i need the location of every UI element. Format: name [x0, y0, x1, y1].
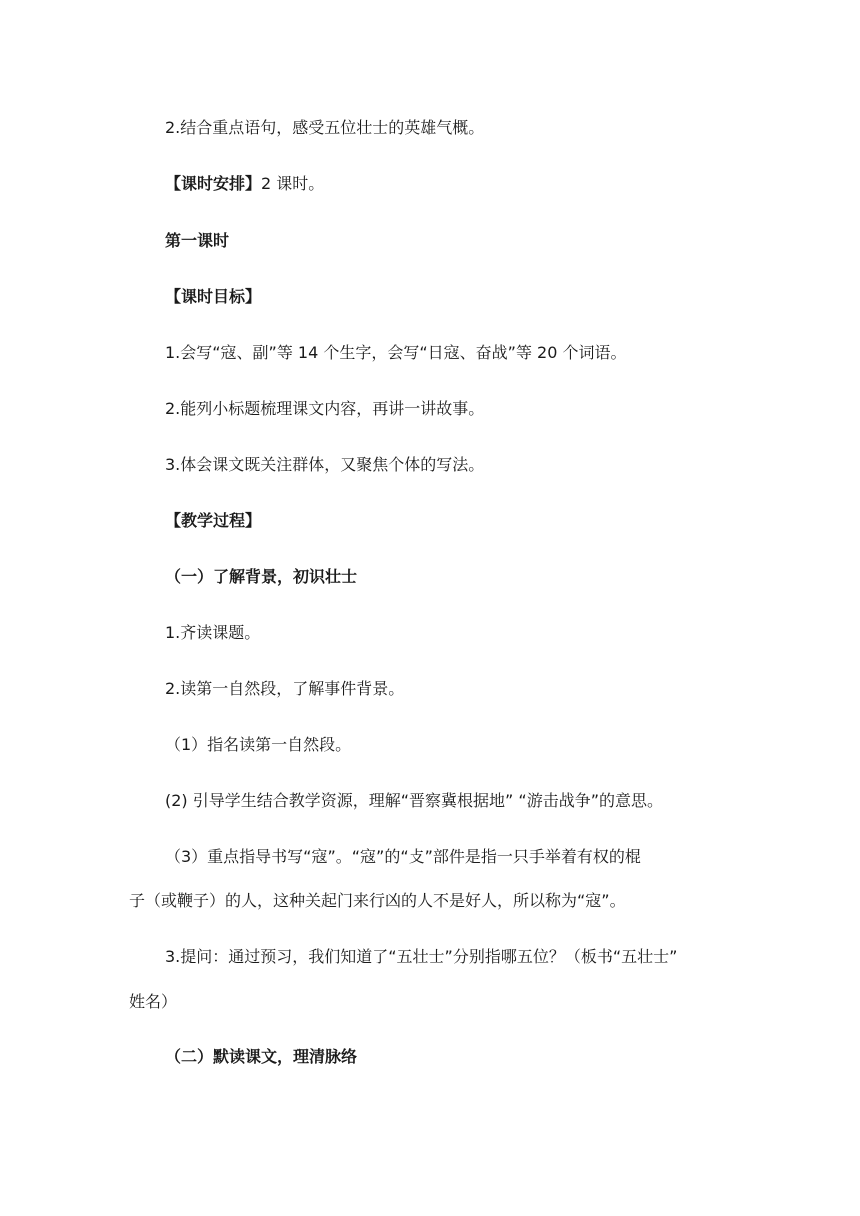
sub-step-2: (2) 引导学生结合教学资源，理解“晋察冀根据地” “游击战争”的意思。 [165, 791, 663, 810]
step-3-line-1: 3.提问：通过预习，我们知道了“五壮士”分别指哪五位？（板书“五壮士” [165, 947, 678, 966]
schedule-label: 【课时安排】 [165, 174, 262, 193]
goal-item: 1.会写“寇、副”等 14 个生字，会写“日寇、奋战”等 20 个词语。 [165, 343, 627, 362]
sub-step-3-line-2: 子（或鞭子）的人，这种关起门来行凶的人不是好人，所以称为“寇”。 [129, 891, 626, 910]
sub-step-3-line-1: （3）重点指导书写“寇”。“寇”的“攴”部件是指一只手举着有权的棍 [165, 847, 641, 866]
step-1: 1.齐读课题。 [165, 623, 261, 642]
schedule-line [165, 173, 324, 195]
goal-item: 3.体会课文既关注群体，又聚焦个体的写法。 [165, 455, 485, 474]
part-two-title: （二）默读课文，理清脉络 [165, 1047, 358, 1066]
goal-item: 2.能列小标题梳理课文内容，再讲一讲故事。 [165, 399, 485, 418]
goals-heading: 【课时目标】 [165, 287, 262, 306]
step-3-line-2: 姓名） [129, 992, 178, 1011]
sub-step-1: （1）指名读第一自然段。 [165, 735, 352, 754]
lesson-one-title: 第一课时 [165, 231, 230, 250]
part-one-title: （一）了解背景，初识壮士 [165, 567, 358, 586]
schedule-value: 2 课时。 [261, 174, 325, 193]
process-heading: 【教学过程】 [165, 511, 262, 530]
objective-2: 2.结合重点语句，感受五位壮士的英雄气概。 [165, 118, 485, 137]
step-2: 2.读第一自然段，了解事件背景。 [165, 679, 405, 698]
